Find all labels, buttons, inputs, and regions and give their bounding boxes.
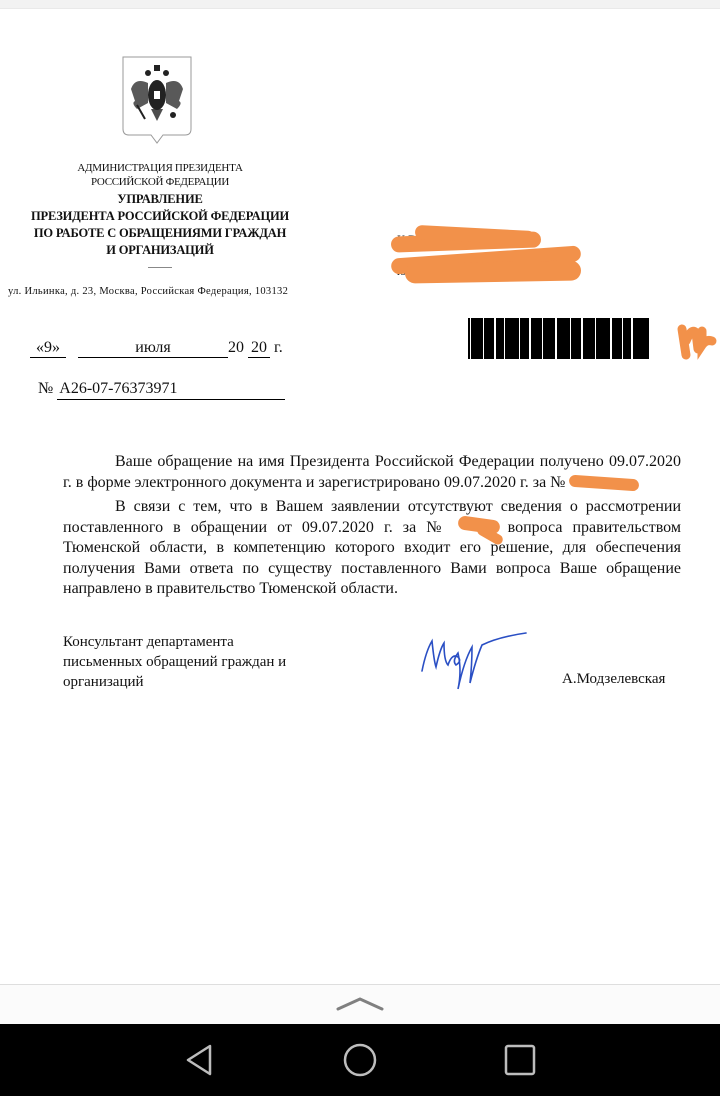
document-page[interactable] — [0, 9, 720, 984]
system-navigation-bar — [0, 1024, 720, 1096]
registration-number: А26-07-76373971 — [57, 379, 285, 400]
position-line-1: Консультант департамента — [63, 634, 234, 650]
recents-square-icon[interactable] — [498, 1038, 542, 1082]
letterhead-address: ул. Ильинка, д. 23, Москва, Российская Федерация, 103132 — [8, 286, 289, 297]
administration-line-2: РОССИЙСКОЙ ФЕДЕРАЦИИ — [90, 176, 230, 188]
signatory-name: А.Модзелевская — [562, 671, 666, 687]
position-line-2: письменных обращений граждан и — [63, 654, 287, 670]
document-barcode — [468, 318, 660, 359]
date-day: 9 — [44, 339, 52, 356]
administration-line-1: АДМИНИСТРАЦИЯ ПРЕЗИДЕНТА — [77, 162, 243, 174]
date-year-prefix: 20 — [228, 339, 244, 356]
open-quote: « — [36, 339, 44, 356]
home-circle-icon[interactable] — [338, 1038, 382, 1082]
handwritten-signature — [418, 631, 528, 693]
redaction-mark — [405, 260, 581, 283]
paragraph-1 — [63, 452, 681, 493]
viewer-top-edge — [0, 0, 720, 9]
redacted-appeal-number — [569, 475, 635, 489]
letter-body — [63, 452, 681, 600]
date-day-field — [30, 339, 66, 358]
department-line-1: УПРАВЛЕНИЕ — [117, 192, 203, 206]
paragraph-1-text: Ваше обращение на имя Президента Российской Федерации получено 09.07.2020 г. в форме электронного документа и зарегистрировано 09.07.2020 г. за № — [63, 453, 681, 491]
registration-number-line — [38, 379, 285, 400]
document-date — [30, 339, 283, 358]
back-triangle-icon[interactable] — [178, 1038, 222, 1082]
letterhead-divider — [148, 267, 172, 268]
recipient-address-redacted — [395, 224, 625, 304]
coat-of-arms-icon — [121, 55, 193, 147]
viewer-bottom-drawer — [0, 984, 720, 1024]
redaction-mark — [672, 315, 718, 361]
department-title — [10, 191, 310, 259]
paragraph-2 — [63, 497, 681, 600]
signatory-position — [63, 632, 286, 692]
date-year-unit: г. — [274, 339, 283, 356]
department-line-4: И ОРГАНИЗАЦИЙ — [106, 243, 214, 257]
date-year-suffix: 20 — [248, 339, 270, 358]
redacted-appeal-number — [458, 520, 498, 534]
administration-title — [40, 161, 280, 189]
position-line-3: организаций — [63, 674, 144, 690]
paragraph-2-text-start: В связи с тем, что в Вашем заявлении отсутствуют сведения о рассмотрении поставленного в обращении от 09.07.2020 г. за № — [63, 498, 681, 536]
paragraph-2-text-end: вопроса правительством Тюменской области, в компетенцию которого входит его решение, для обеспечения получения Вами ответа по существу поставленного Вами вопроса Ваше обращение направлено в правительство Тюменской области. — [63, 518, 682, 597]
department-line-3: ПО РАБОТЕ С ОБРАЩЕНИЯМИ ГРАЖДАН — [33, 226, 287, 240]
chevron-up-icon[interactable] — [334, 994, 386, 1014]
department-line-2: ПРЕЗИДЕНТА РОССИЙСКОЙ ФЕДЕРАЦИИ — [30, 209, 290, 223]
close-quote: » — [52, 339, 60, 356]
date-month: июля — [78, 339, 228, 358]
number-sign: № — [38, 380, 54, 397]
